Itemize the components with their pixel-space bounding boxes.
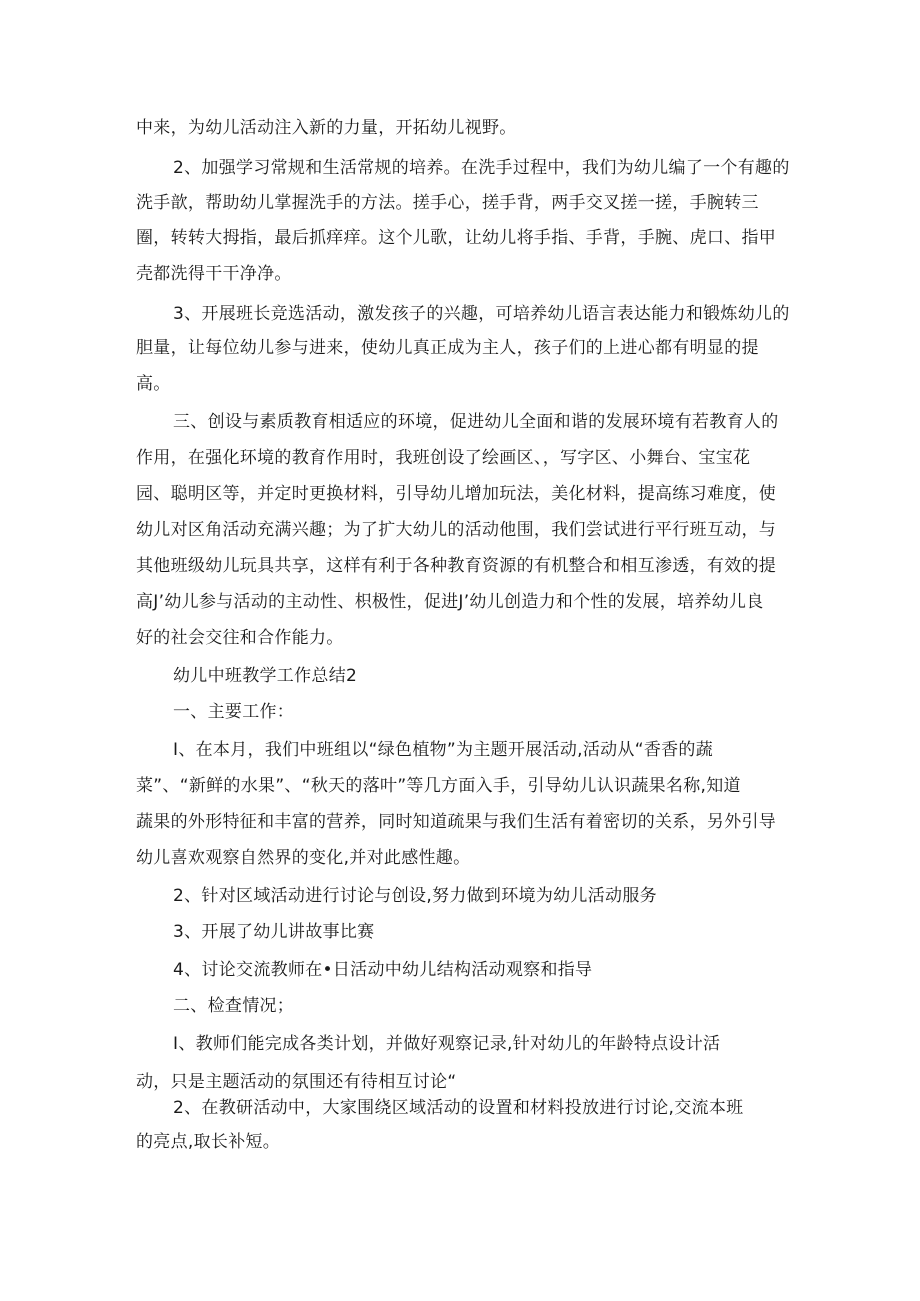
section-heading: 二、检查情况； — [173, 996, 295, 1016]
text-line: 高。 — [136, 374, 171, 394]
section-title: 幼儿中班教学工作总结2 — [173, 666, 358, 686]
section-heading: 一、主要工作： — [173, 702, 295, 722]
text-line: I、教师们能完成各类计划，并做好观察记录,针对幼儿的年龄特点设计活 — [173, 1034, 721, 1054]
text-line: 好的社会交往和合作能力。 — [136, 628, 344, 648]
text-line: 胆量，让每位幼儿参与进来，使幼儿真正成为主人，孩子们的上进心都有明显的提 — [136, 338, 759, 358]
text-line: 菜”、“新鲜的水果”、“秋天的落叶”等几方面入手，引导幼儿认识蔬果名称,知道 — [136, 776, 741, 796]
text-line: 3、开展了幼儿讲故事比赛 — [173, 922, 375, 942]
text-line: 园、聪明区等，并定时更换材料，引导幼儿增加玩法，美化材料，提高练习难度，使 — [136, 484, 777, 504]
text-line: 幼儿对区角活动充满兴趣；为了扩大幼儿的活动他围，我们尝试进行平行班互动，与 — [136, 520, 777, 540]
text-line: 2、针对区域活动进行讨论与创设,努力做到环境为幼儿活动服务 — [173, 886, 657, 906]
text-line: 其他班级幼儿玩具共享，这样有利于各种教育资源的有机整合和相互渗透，有效的提 — [136, 556, 777, 576]
text-line: 4、讨论交流教师在•日活动中幼儿结构活动观察和指导 — [173, 960, 593, 980]
text-line: 的亮点,取长补短。 — [136, 1132, 281, 1152]
text-line: 动，只是主题活动的氛围还有待相互讨论“ — [136, 1072, 457, 1092]
text-line: I、在本月，我们中班组以“绿色植物”为主题开展活动,活动从“香香的蔬 — [173, 740, 714, 760]
text-line: 壳都洗得干干净净。 — [136, 264, 292, 284]
text-line: 幼儿喜欢观察自然界的变化,并对此感性趣。 — [136, 848, 471, 868]
text-line: 高J’幼儿参与活动的主动性、枳极性，促进J’幼儿创造力和个性的发展，培养幼儿良 — [136, 592, 764, 612]
text-line: 洗手歆，帮助幼儿掌握洗手的方法。搓手心，搓手背，两手交叉搓一搓，手腕转三 — [136, 193, 759, 213]
text-line: 2、在教研活动中，大家围绕区域活动的设置和材料投放进行讨论,交流本班 — [173, 1098, 744, 1118]
text-line: 三、创设与素质教育相适应的环境，促进幼儿全面和谐的发展环境有若教育人的 — [173, 412, 779, 432]
text-line: 2、加强学习常规和生活常规的培养。在洗手过程中，我们为幼儿编了一个有趣的 — [173, 158, 790, 178]
text-line: 蔬果的外形特征和丰富的营养，同时知道疏果与我们生活有着密切的关系，另外引导 — [136, 812, 777, 832]
text-line: 圈，转转大拇指，最后抓痒痒。这个儿歌，让幼儿将手指、手背，手腕、虎口、指甲 — [136, 228, 777, 248]
text-line: 作用，在强化环境的教育作用时，我班创设了绘画区、，写字区、小舞台、宝宝花 — [136, 448, 751, 468]
text-line: 3、开展班长竞选活动，激发孩子的兴趣，可培养幼儿语言表达能力和锻炼幼儿的 — [173, 304, 790, 324]
text-line: 中来，为幼儿活动注入新的力量，开拓幼儿视野。 — [136, 118, 517, 138]
